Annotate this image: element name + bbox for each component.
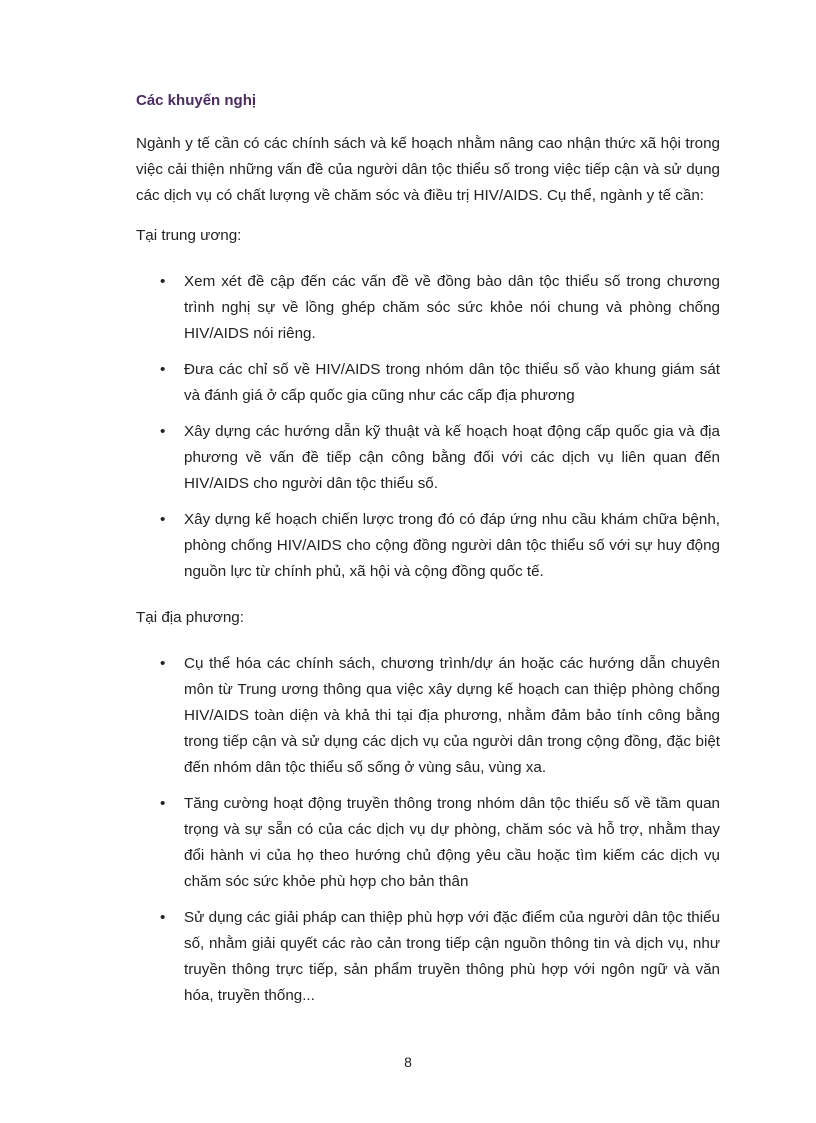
local-recommendation-list: [136, 651, 720, 1009]
intro-paragraph: Ngành y tế cần có các chính sách và kế hoạch nhằm nâng cao nhận thức xã hội trong việc cải thiện những vấn đề của người dân tộc thiểu số trong việc tiếp cận và sử dụng các dịch vụ có chất lượng về chăm sóc và điều trị HIV/AIDS. Cụ thể, ngành y tế cần:: [136, 135, 720, 204]
bullet-icon: •: [160, 423, 166, 440]
central-level-title: Tại trung ương:: [136, 227, 242, 244]
list-item: • Cụ thể hóa các chính sách, chương trình/dự án hoặc các hướng dẫn chuyên môn từ Trung ương thông qua việc xây dựng kế hoạch can thiệp phòng chống HIV/AIDS toàn diện và khả thi tại địa phương, nhằm đảm bảo tính công bằng trong tiếp cận và sử dụng các dịch vụ của người dân trong cộng đồng, đặc biệt đến nhóm dân tộc thiểu số sống ở vùng sâu, vùng xa.: [136, 651, 720, 781]
list-item: • Xây dựng kế hoạch chiến lược trong đó có đáp ứng nhu cầu khám chữa bệnh, phòng chống HIV/AIDS cho cộng đồng người dân tộc thiểu số với sự huy động nguồn lực từ chính phủ, xã hội và cộng đồng quốc tế.: [136, 507, 720, 585]
bullet-icon: •: [160, 361, 166, 378]
bullet-icon: •: [160, 795, 166, 812]
central-recommendation-list: [136, 269, 720, 585]
local-level-title: Tại địa phương:: [136, 609, 244, 626]
list-item: • Xem xét đề cập đến các vấn đề về đồng bào dân tộc thiểu số trong chương trình nghị sự về lồng ghép chăm sóc sức khỏe nói chung và phòng chống HIV/AIDS nói riêng.: [136, 269, 720, 347]
page-number: 8: [404, 1054, 412, 1070]
list-item: • Xây dựng các hướng dẫn kỹ thuật và kế hoạch hoạt động cấp quốc gia và địa phương về vấn đề tiếp cận công bằng đối với các dịch vụ liên quan đến HIV/AIDS cho người dân tộc thiểu số.: [136, 419, 720, 497]
list-item: • Đưa các chỉ số về HIV/AIDS trong nhóm dân tộc thiểu số vào khung giám sát và đánh giá ở cấp quốc gia cũng như các cấp địa phương: [136, 357, 720, 409]
bullet-icon: •: [160, 909, 166, 926]
bullet-icon: •: [160, 273, 166, 290]
bullet-icon: •: [160, 511, 166, 528]
list-item: • Tăng cường hoạt động truyền thông trong nhóm dân tộc thiểu số về tầm quan trọng và sự sẵn có của các dịch vụ dự phòng, chăm sóc và hỗ trợ, nhằm thay đổi hành vi của họ theo hướng chủ động yêu cầu hoặc tìm kiếm các dịch vụ chăm sóc sức khỏe phù hợp cho bản thân: [136, 791, 720, 895]
list-item: • Sử dụng các giải pháp can thiệp phù hợp với đặc điểm của người dân tộc thiểu số, nhằm giải quyết các rào cản trong tiếp cận nguồn thông tin và dịch vụ, như truyền thông trực tiếp, sản phẩm truyền thông phù hợp với ngôn ngữ và văn hóa, truyền thống...: [136, 905, 720, 1009]
bullet-icon: •: [160, 655, 166, 672]
section-heading: Các khuyến nghị: [136, 92, 257, 109]
